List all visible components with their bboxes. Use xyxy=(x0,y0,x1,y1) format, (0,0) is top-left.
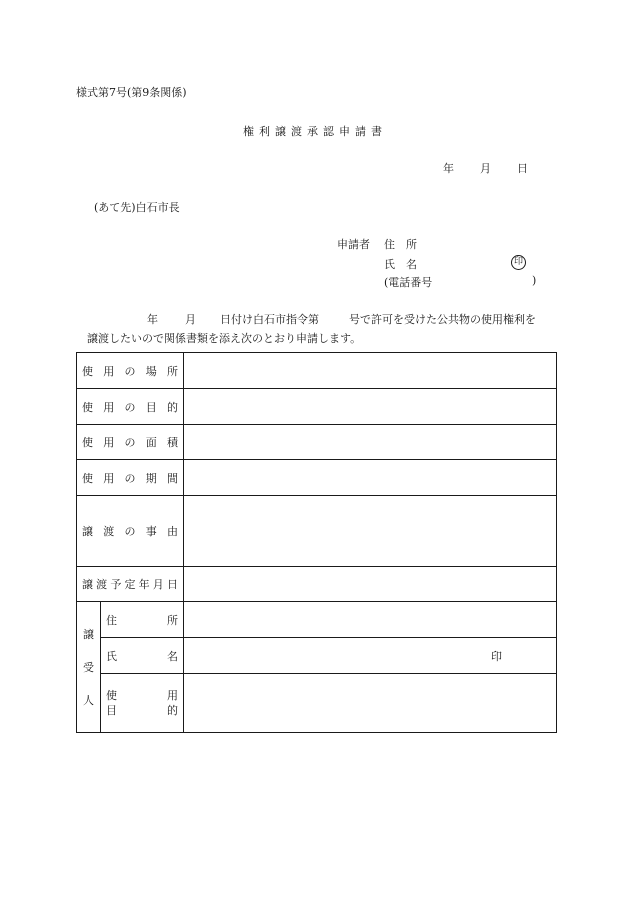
applicant-phone-label: (電話番号 xyxy=(384,276,433,289)
seal-stamp-icon: 印 xyxy=(511,255,526,270)
row-period xyxy=(77,460,557,496)
value-transferee-address[interactable] xyxy=(184,602,557,638)
applicant-address-label: 住 所 xyxy=(384,238,417,251)
value-purpose[interactable] xyxy=(184,389,557,425)
label-purpose: 使 用 の 目 的 xyxy=(77,389,184,425)
label-area: 使 用 の 面 積 xyxy=(77,425,184,460)
value-area[interactable] xyxy=(184,425,557,460)
document-title: 権利譲渡承認申請書 xyxy=(243,125,387,138)
row-transferee-purpose xyxy=(77,674,557,733)
label-transferee-address: 住 所 xyxy=(101,602,184,638)
row-transferee-name xyxy=(77,638,557,674)
body-year: 年 xyxy=(147,313,158,326)
body-month: 月 xyxy=(185,313,196,326)
body-text-line-1 xyxy=(75,311,555,325)
date-year: 年 xyxy=(443,162,454,175)
body-text-line-2: 譲渡したいので関係書類を添え次のとおり申請します。 xyxy=(87,332,362,345)
value-reason[interactable] xyxy=(184,496,557,567)
row-area xyxy=(77,425,557,460)
application-details-table xyxy=(76,352,557,733)
label-transferee-purpose: 使 用 目 的 xyxy=(101,674,184,733)
applicant-label: 申請者 xyxy=(337,238,370,251)
row-transferee-address xyxy=(77,602,557,638)
label-transferee-name: 氏 名 xyxy=(101,638,184,674)
body-permit-tail: 号で許可を受けた公共物の使用権利を xyxy=(349,313,536,326)
row-place xyxy=(77,353,557,389)
value-transferee-name[interactable] xyxy=(184,638,557,674)
label-schedule: 譲 渡 予 定 年 月 日 xyxy=(77,567,184,602)
applicant-phone-close: ) xyxy=(532,274,537,287)
label-reason: 譲 渡 の 事 由 xyxy=(77,496,184,567)
body-permit-ref: 日付け白石市指令第 xyxy=(220,313,319,326)
value-transferee-purpose[interactable] xyxy=(184,674,557,733)
form-number: 様式第7号(第9条関係) xyxy=(76,86,187,99)
date-month: 月 xyxy=(480,162,491,175)
date-day: 日 xyxy=(517,162,528,175)
row-purpose xyxy=(77,389,557,425)
label-place: 使 用 の 場 所 xyxy=(77,353,184,389)
label-period: 使 用 の 期 間 xyxy=(77,460,184,496)
applicant-name-label: 氏 名 xyxy=(384,258,417,271)
value-schedule[interactable] xyxy=(184,567,557,602)
row-schedule xyxy=(77,567,557,602)
transferee-seal-label: 印 xyxy=(491,649,502,663)
value-period[interactable] xyxy=(184,460,557,496)
row-reason xyxy=(77,496,557,567)
addressee: (あて先)白石市長 xyxy=(94,201,180,214)
value-place[interactable] xyxy=(184,353,557,389)
label-transferee: 譲 受 人 xyxy=(77,602,101,733)
